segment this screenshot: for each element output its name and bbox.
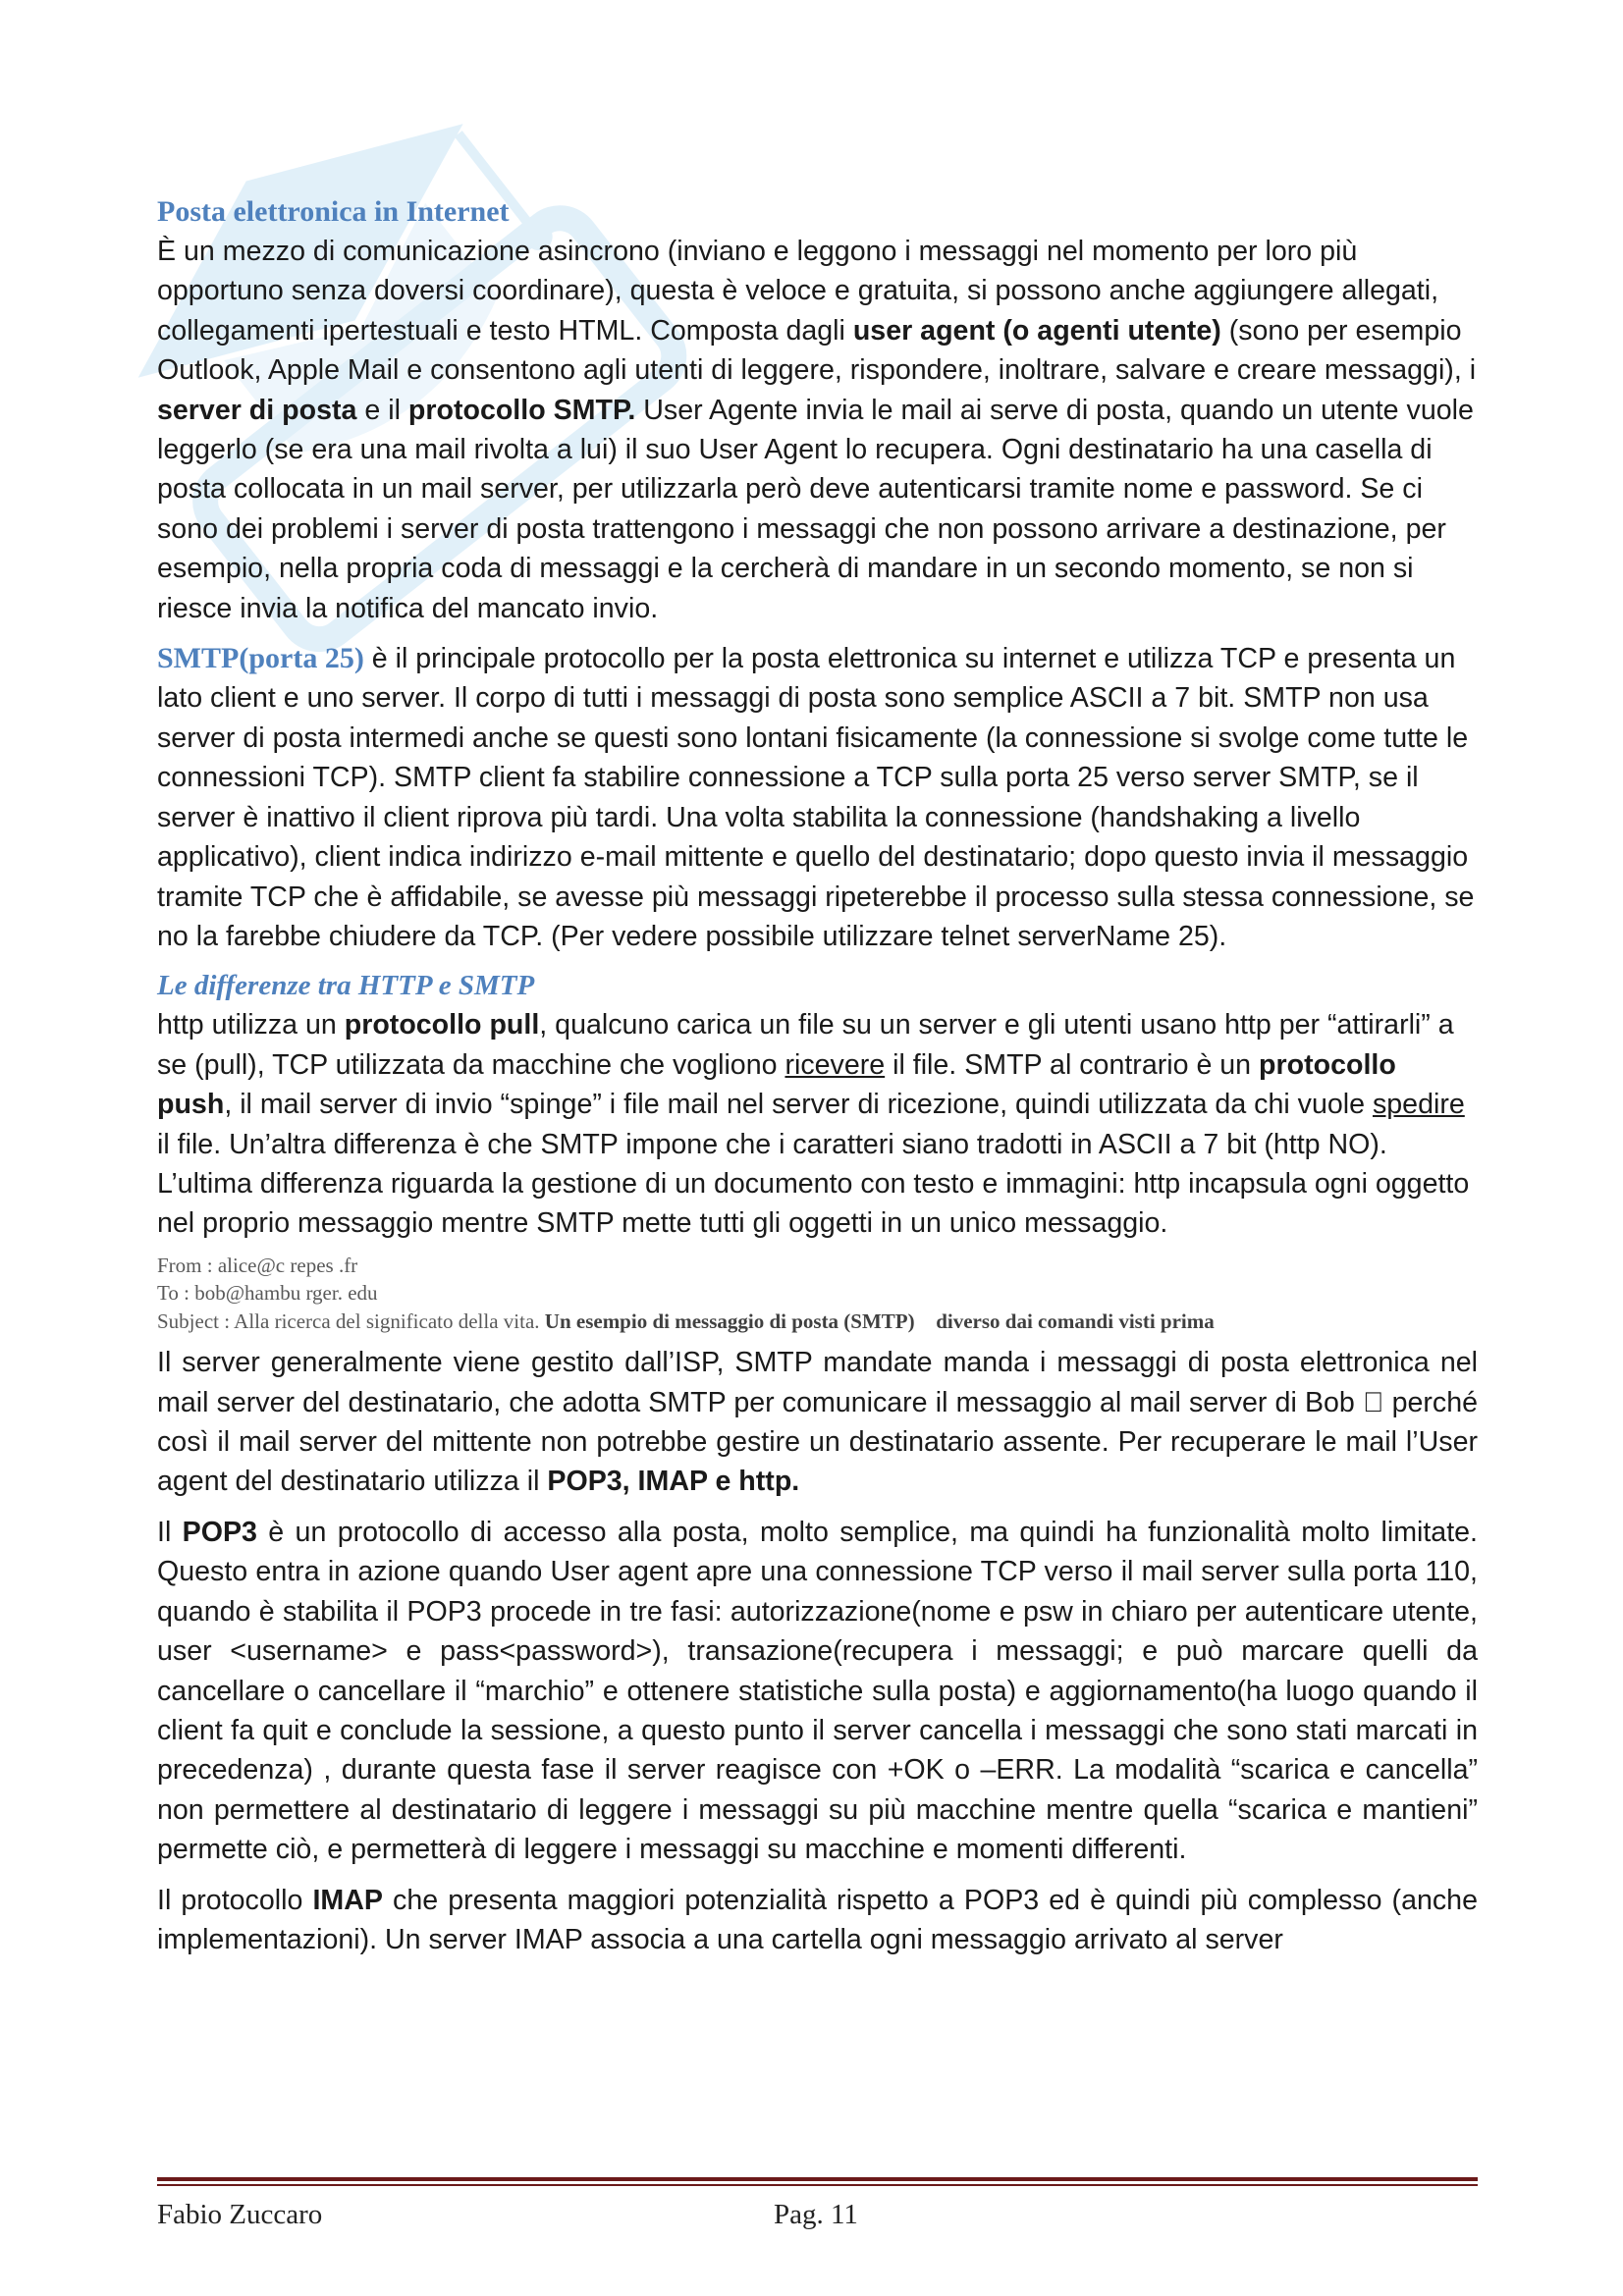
bold-term-pop3: POP3 (182, 1516, 257, 1548)
paragraph-imap (157, 1881, 1478, 1960)
inline-heading-smtp: SMTP(porta 25) (157, 642, 364, 675)
mail-subject-line (157, 1308, 1478, 1336)
text-run: (sono per esempio Outlook, Apple Mail e consentono agli utenti di leggere, rispondere, inoltrare, salvare e creare messaggi), i (157, 314, 1477, 387)
page-content (157, 192, 1478, 1959)
mail-to-line: To : bob@hambu rger. edu (157, 1281, 378, 1306)
bold-term-protocollo-pull: protocollo pull (344, 1009, 540, 1041)
paragraph-posta-intro (157, 232, 1478, 628)
footer-divider-thick (157, 2177, 1478, 2181)
bold-term-server-di-posta: server di posta (157, 394, 357, 426)
text-run: il file. SMTP al contrario è un (885, 1048, 1260, 1081)
underlined-spedire: spedire (1372, 1089, 1465, 1121)
bold-term-protocollo-smtp: protocollo SMTP. (407, 394, 636, 426)
section-title-differenze-http-smtp: Le differenze tra HTTP e SMTP (157, 970, 535, 1002)
text-run: http utilizza un (157, 1009, 345, 1041)
footer-divider (157, 2177, 1478, 2186)
text-run: User Agente invia le mail ai serve di posta, quando un utente vuole leggerlo (se era una mail rivolta a lui) il suo User Agent lo recupera. Ogni destinatario ha una casella di posta collocata in un mail server, per utilizzarla però deve autenticarsi tramite nome e password. Se ci sono dei problemi i server di posta trattengono i messaggi che non possono arrivare a destinazione, per esempio, nella propria coda di messaggi e la cercherà di mandare in un secondo momento, se non si riesce invia la notifica del mancato invio. (157, 394, 1474, 624)
bold-term-user-agent: user agent (o agenti utente) (852, 314, 1221, 347)
footer-divider-thin (157, 2184, 1478, 2186)
paragraph-pop3 (157, 1513, 1478, 1870)
bold-term-imap: IMAP (312, 1884, 383, 1916)
mail-from-line: From : alice@c repes .fr (157, 1253, 358, 1277)
text-run: , il mail server di invio “spinge” i file mail nel server di ricezione, quindi utilizzata da chi vuole (224, 1089, 1373, 1121)
text-run: e il (356, 394, 408, 426)
paragraph-server-isp (157, 1343, 1478, 1502)
bold-term-protocollo-push: protocollo push (157, 1048, 1396, 1121)
text-run: Il protocollo (157, 1884, 313, 1916)
text-run: Il server generalmente viene gestito dall’ISP, SMTP mandate manda i messaggi di posta elettronica nel mail server del destinatario, che adotta SMTP per comunicare il messaggio al mail server di Bob perché così il mail server del mittente non potrebbe gestire un destinatario assente. Per recuperare le mail l’User agent del destinatario utilizza il (157, 1347, 1478, 1498)
mail-example (157, 1252, 1478, 1336)
paragraph-smtp (157, 639, 1478, 956)
text-run: È un mezzo di comunicazione asincrono (inviano e leggono i messaggi nel momento per loro più opportuno senza doversi coordinare), questa è veloce e gratuita, si possono anche aggiungere allegati, collegamenti ipertestuali e testo HTML. Composta dagli (157, 236, 1439, 347)
text-run: il file. Un’altra differenza è che SMTP impone che i caratteri siano tradotti in ASCII a 7 bit (http NO). L’ultima differenza riguarda la gestione di un documento con testo e immagini: http incapsula ogni oggetto nel proprio messaggio mentre SMTP mette tutti gli oggetti in un unico messaggio. (157, 1128, 1470, 1240)
section-title-posta-elettronica: Posta elettronica in Internet (157, 195, 510, 228)
paragraph-differenze (157, 1005, 1478, 1243)
text-run: , qualcuno carica un file su un server e gli utenti usano http per “attirarli” a se (pull), TCP utilizzata da macchine che vogliono (157, 1009, 1454, 1081)
text-run: è un protocollo di accesso alla posta, molto semplice, ma quindi ha funzionalità molto limitate. Questo entra in azione quando User agent apre una connessione TCP verso il mail server sulla porta 110, quando è stabilita il POP3 procede in tre fasi: autorizzazione(nome e psw in chiaro per autenticare utente, user <username> e pass<password>), transazione(recupera i messaggi; e può marcare quelli da cancellare o cancellare il “marchio” e ottenere statistiche sulla posta) e aggiornamento(ha luogo quando il client fa quit e conclude la sessione, a questo punto il server cancella i messaggi che sono stati marcati in precedenza) , durante questa fase il server reagisce con +OK o –ERR. La modalità “scarica e cancella” non permettere al destinatario di leggere i messaggi su più macchine mentre quella “scarica e mantieni” permette ciò, e permetterà di leggere i messaggi su macchine e momenti differenti. (157, 1516, 1479, 1866)
mail-example-caption: Un esempio di messaggio di posta (SMTP) diverso dai comandi visti prima (544, 1308, 1199, 1333)
underlined-ricevere: ricevere (784, 1048, 886, 1081)
text-run: è il principale protocollo per la posta elettronica su internet e utilizza TCP e presenta un lato client e uno server. Il corpo di tutti i messaggi di posta sono semplice ASCII a 7 bit. SMTP non usa server di posta intermedi anche se questi sono lontani fisicamente (la connessione si svolge come tutte le connessioni TCP). SMTP client fa stabilire connessione a TCP sulla porta 25 verso server SMTP, se il server è inattivo il client riprova più tardi. Una volta stabilita la connessione (handshaking a livello applicativo), client indica indirizzo e-mail mittente e quello del destinatario; dopo questo invia il messaggio tramite TCP che è affidabile, se avesse più messaggi ripeterebbe il processo sulla stessa connessione, se no la farebbe chiudere da TCP. (Per vedere possibile utilizzare telnet serverName 25). (157, 643, 1475, 952)
footer-author: Fabio Zuccaro (157, 2199, 323, 2230)
bold-term-pop3-imap-http: POP3, IMAP e http. (547, 1466, 800, 1498)
mail-subject-text: Subject : Alla ricerca del significato della vita. (157, 1308, 540, 1333)
footer-page-number: Pag. 11 (774, 2199, 858, 2230)
text-run: che presenta maggiori potenzialità rispetto a POP3 ed è quindi più complesso (anche implementazioni). Un server IMAP associa a una cartella ogni messaggio arrivato al server (157, 1884, 1478, 1955)
text-run: Il (157, 1516, 183, 1548)
